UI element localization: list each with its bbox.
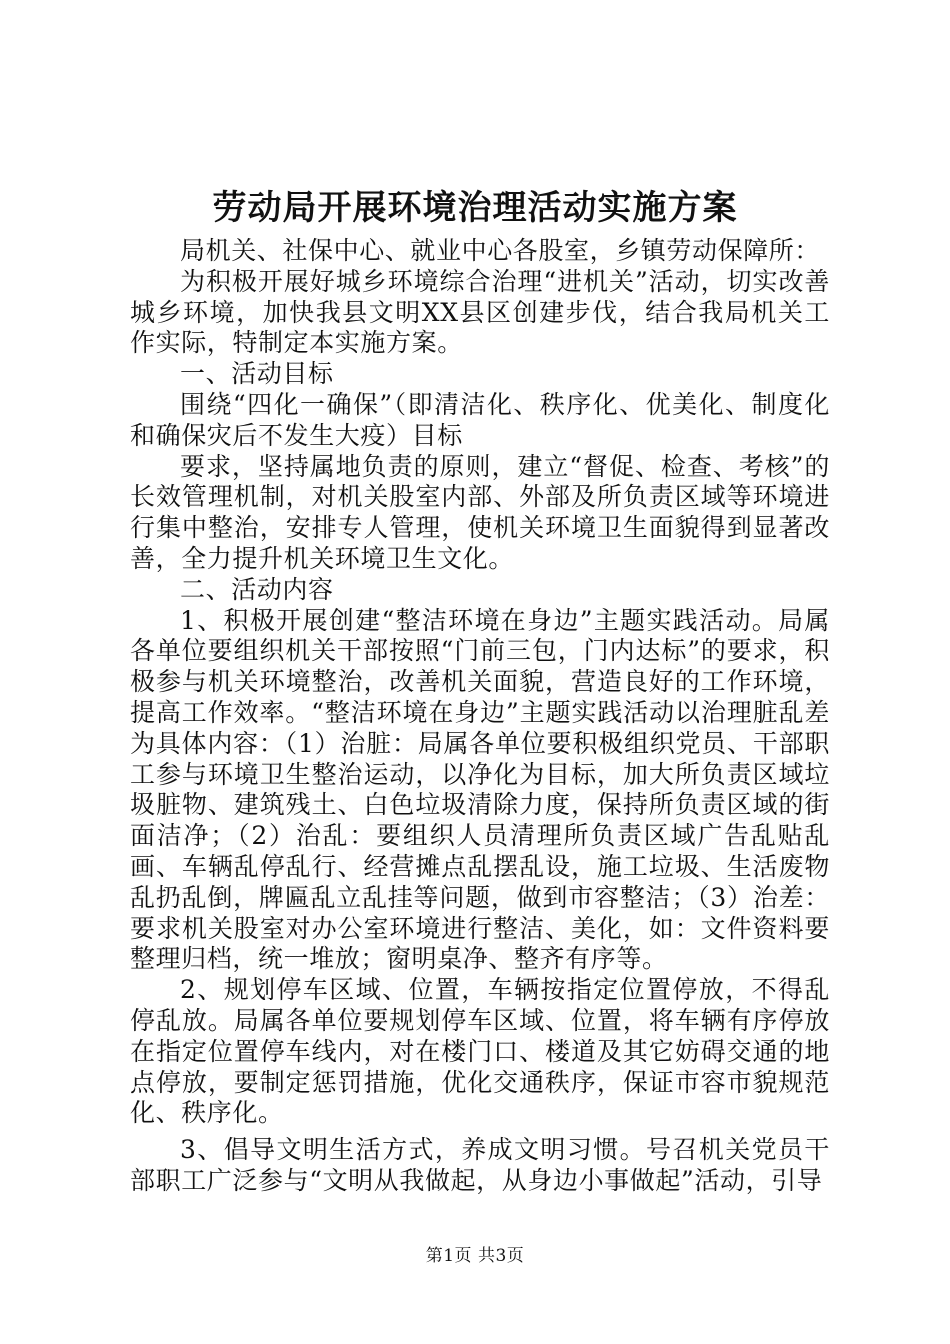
document-body [130,236,830,1197]
content-item-1: 1、积极开展创建“整洁环境在身边”主题实践活动。局属各单位要组织机关干部按照“门前三包，门内达标”的要求，积极参与机关环境整治，改善机关面貌，营造良好的工作环境，提高工作效率。“整洁环境在身边”主题实践活动以治理脏乱差为具体内容：（1）治脏：局属各单位要积极组织党员、干部职工参与环境卫生整治运动，以净化为目标，加大所负责区域垃圾脏物、建筑残土、白色垃圾清除力度，保持所负责区域的街面洁净；（2）治乱：要组织人员清理所负责区域广告乱贴乱画、车辆乱停乱行、经营摊点乱摆乱设，施工垃圾、生活废物乱扔乱倒，牌匾乱立乱挂等问题，做到市容整洁；（3）治差：要求机关股室对办公室环境进行整洁、美化，如：文件资料要整理归档，统一堆放；窗明桌净、整齐有序等。 [130,605,830,974]
section-heading-content: 二、活动内容 [180,574,334,604]
content-item-2: 2、规划停车区域、位置，车辆按指定位置停放，不得乱停乱放。局属各单位要规划停车区域、位置，将车辆有序停放在指定位置停车线内，对在楼门口、楼道及其它妨碍交通的地点停放，要制定惩罚措施，优化交通秩序，保证市容市貌规范化、秩序化。 [130,975,830,1128]
goals-paragraph: 围绕“四化一确保”（即清洁化、秩序化、优美化、制度化和确保灾后不发生大疫）目标 [130,389,830,450]
page-footer: 第1页 共3页 [425,1246,525,1266]
document-title: 劳动局开展环境治理活动实施方案 [212,188,738,228]
requirements-paragraph: 要求，坚持属地负责的原则，建立“督促、检查、考核”的长效管理机制，对机关股室内部、外部及所负责区域等环境进行集中整治，安排专人管理，使机关环境卫生面貌得到显著改善，全力提升机关环境卫生文化。 [130,451,830,573]
salutation-paragraph: 局机关、社保中心、就业中心各股室，乡镇劳动保障所： [180,236,821,265]
content-item-3: 3、倡导文明生活方式，养成文明习惯。号召机关党员干部职工广泛参与“文明从我做起，从身边小事做起”活动，引导 [130,1135,830,1195]
intro-paragraph: 为积极开展好城乡环境综合治理“进机关”活动，切实改善城乡环境，加快我县文明XX县区创建步伐，结合我局机关工作实际，特制定本实施方案。 [130,266,830,358]
section-heading-goals: 一、活动目标 [180,359,334,389]
